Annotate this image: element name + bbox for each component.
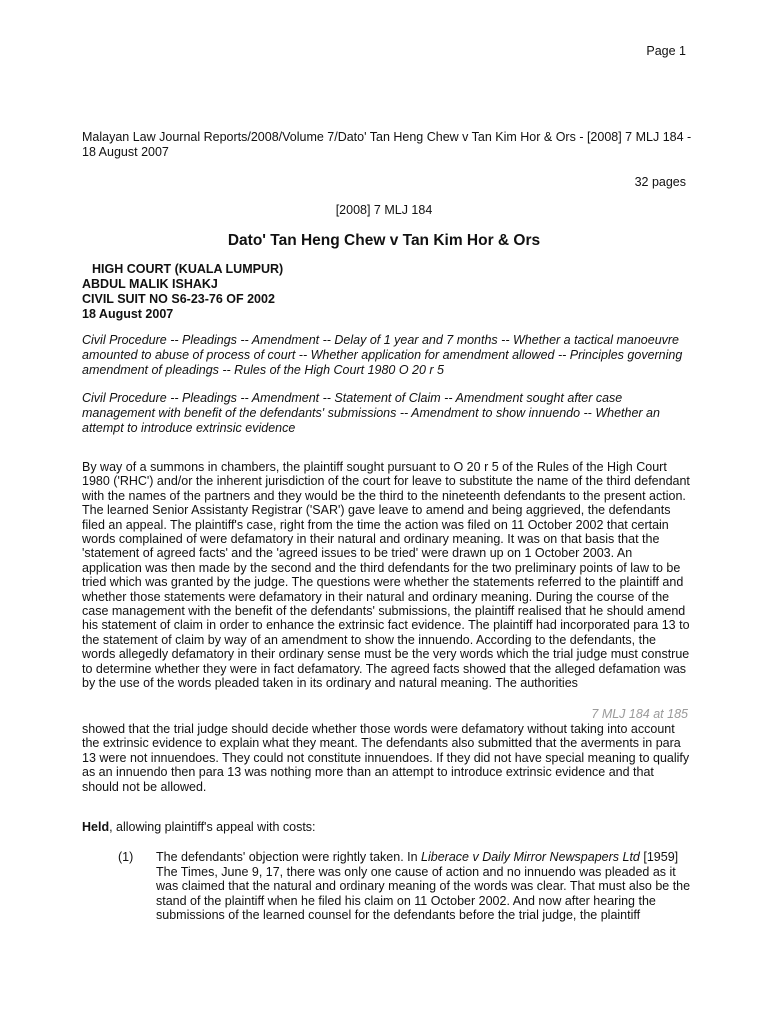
catchword-paragraph: Civil Procedure -- Pleadings -- Amendment -- Delay of 1 year and 7 months -- Whether a tactical manoeuvre amounted to abuse of process of court -- Whether application for amendment allowed -- Principles governing amendment of pleadings -- Rules of the High Court 1980 O 20 r 5 xyxy=(82,333,683,377)
report-citation: Malayan Law Journal Reports/2008/Volume 7/Dato' Tan Heng Chew v Tan Kim Hor & Ors - [2008] 7 MLJ 184 - 18 August 2007 xyxy=(82,130,692,159)
pages-count: 32 pages xyxy=(634,175,686,189)
page-number: Page 1 xyxy=(646,44,686,58)
holding-text-after: [1959] The Times, June 9, 17, there was only one cause of action and no innuendo was pleaded as it was claimed that the natural and ordinary meaning of the words was clear. That must also be the stand of the plaintiff when he filed his claim on 11 October 2002. And now after hearing the submissions of the learned counsel for the defendants before the trial judge, the plaintiff xyxy=(156,850,691,923)
held-line xyxy=(82,820,316,834)
page-marker: 7 MLJ 184 at 185 xyxy=(591,707,688,721)
holding-text-before: The defendants' objection were rightly taken. In xyxy=(156,850,422,864)
holding-number: (1) xyxy=(118,850,134,864)
cited-case-name: Liberace v Daily Mirror Newspapers Ltd xyxy=(421,850,640,864)
case-title: Dato' Tan Heng Chew v Tan Kim Hor & Ors xyxy=(227,232,541,249)
suit-number: CIVIL SUIT NO S6-23-76 OF 2002 xyxy=(82,292,275,306)
case-summary-part2: showed that the trial judge should decide whether those words were defamatory without taking into account the extrinsic evidence to explain what they meant. The defendants also submitted that the averments in para 13 were not innuendoes. They could not constitute innuendoes. If they did not have special meaning to qualify as an innuendo then para 13 was nothing more than an attempt to introduce extrinsic evidence and that should not be allowed. xyxy=(82,722,690,794)
held-label: Held xyxy=(82,820,110,834)
catchword-paragraph: Civil Procedure -- Pleadings -- Amendment -- Statement of Claim -- Amendment sought after case management with benefit of the defendants' submissions -- Amendment to show innuendo -- Whether an attempt to introduce extrinsic evidence xyxy=(82,391,660,435)
held-text: , allowing plaintiff's appeal with costs: xyxy=(109,820,316,834)
case-summary-part1: By way of a summons in chambers, the plaintiff sought pursuant to O 20 r 5 of the Rules of the High Court 1980 ('RHC') and/or the inherent jurisdiction of the court for leave to substitute the name of the third defendant with the names of the partners and they would be the third to the nineteenth defendants to the present action. The learned Senior Assistanty Registrar ('SAR') gave leave to amend and being aggrieved, the defendants filed an appeal. The plaintiff's case, right from the time the action was filed on 11 October 2002 that certain words complained of were defamatory in their natural and ordinary meaning. It was on that basis that the 'statement of agreed facts' and the 'agreed issues to be tried' were drawn up on 1 October 2003. An application was then made by the second and the third defendants for the two preliminary points of law to be tried which was granted by the judge. The questions were whether the statements referred to the plaintiff and whether those statements were defamatory in their natural and ordinary meaning. During the course of the case management with the benefit of the defendants' submissions, the plaintiff realised that he should amend his statement of claim in order to enhance the extrinsic fact evidence. The plaintiff had incorporated para 13 to the statement of claim by way of an amendment to show the innuendo. According to the defendants, the words allegedly defamatory in their ordinary sense must be the very words which the trial judge must construe to determine whether they were in fact defamatory. The agreed facts showed that the alleged defamation was by the use of the words pleaded taken in its ordinary and natural meaning. The authorities xyxy=(82,460,690,691)
judgment-date: 18 August 2007 xyxy=(82,307,174,321)
holding-text xyxy=(156,850,692,923)
court-name: HIGH COURT (KUALA LUMPUR) xyxy=(92,262,284,276)
mlj-reference: [2008] 7 MLJ 184 xyxy=(335,203,433,217)
judge-name: ABDUL MALIK ISHAKJ xyxy=(82,277,218,291)
court-details xyxy=(82,262,283,322)
